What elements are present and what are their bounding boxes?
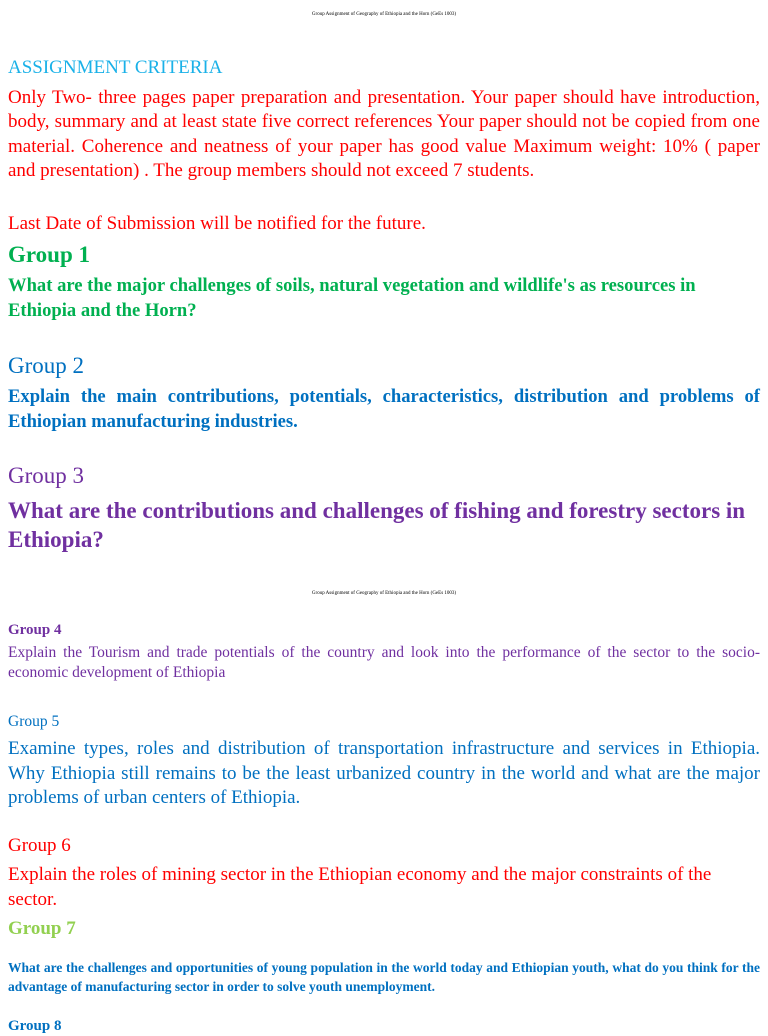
- group-1-question: What are the major challenges of soils, natural vegetation and wildlife's as resources in Ethiopia and the Horn?: [8, 275, 696, 321]
- group-1-title: Group 1: [8, 242, 91, 267]
- running-header: Group Assignment of Geography of Ethiopia and the Horn (GeEs 1003): [311, 12, 457, 17]
- group-3-title: Group 3: [8, 463, 85, 488]
- group-6-question: Explain the roles of mining sector in the Ethiopian economy and the major constraints of the sector.: [8, 864, 712, 910]
- group-2-title: Group 2: [8, 353, 85, 378]
- criteria-heading: ASSIGNMENT CRITERIA: [8, 57, 223, 78]
- group-3-question: What are the contributions and challenges of fishing and forestry sectors in Ethiopia?: [8, 498, 746, 552]
- group-7-title: Group 7: [8, 918, 76, 939]
- group-6-title: Group 6: [8, 835, 71, 856]
- criteria-body: Only Two- three pages paper preparation and presentation. Your paper should have introduction, body, summary and at least state five correct references Your paper should not be copied from one material. Coherence and neatness of your paper has good value Maximum weight: 10% ( paper and presentation) . The group members should not exceed 7 students.: [8, 87, 760, 181]
- submission-deadline: Last Date of Submission will be notified for the future.: [8, 213, 426, 234]
- group-5-title: Group 5: [8, 713, 60, 730]
- group-5-question: Examine types, roles and distribution of transportation infrastructure and services in Ethiopia. Why Ethiopia still remains to be the least urbanized country in the world and what are the major problems of urban centers of Ethiopia.: [8, 738, 760, 808]
- group-4-question: Explain the Tourism and trade potentials of the country and look into the performance of the sector to the socio-economic development of Ethiopia: [8, 644, 760, 681]
- group-8-title: Group 8: [8, 1018, 62, 1034]
- group-2-question: Explain the main contributions, potentials, characteristics, distribution and problems of Ethiopian manufacturing industries.: [8, 386, 760, 432]
- group-4-title: Group 4: [8, 622, 62, 638]
- running-header-page-2: Group Assignment of Geography of Ethiopia and the Horn (GeEs 1003): [311, 591, 457, 596]
- group-7-question: What are the challenges and opportunities of young population in the world today and Ethiopian youth, what do you think for the advantage of manufacturing sector in order to solve youth unemployment.: [8, 960, 760, 994]
